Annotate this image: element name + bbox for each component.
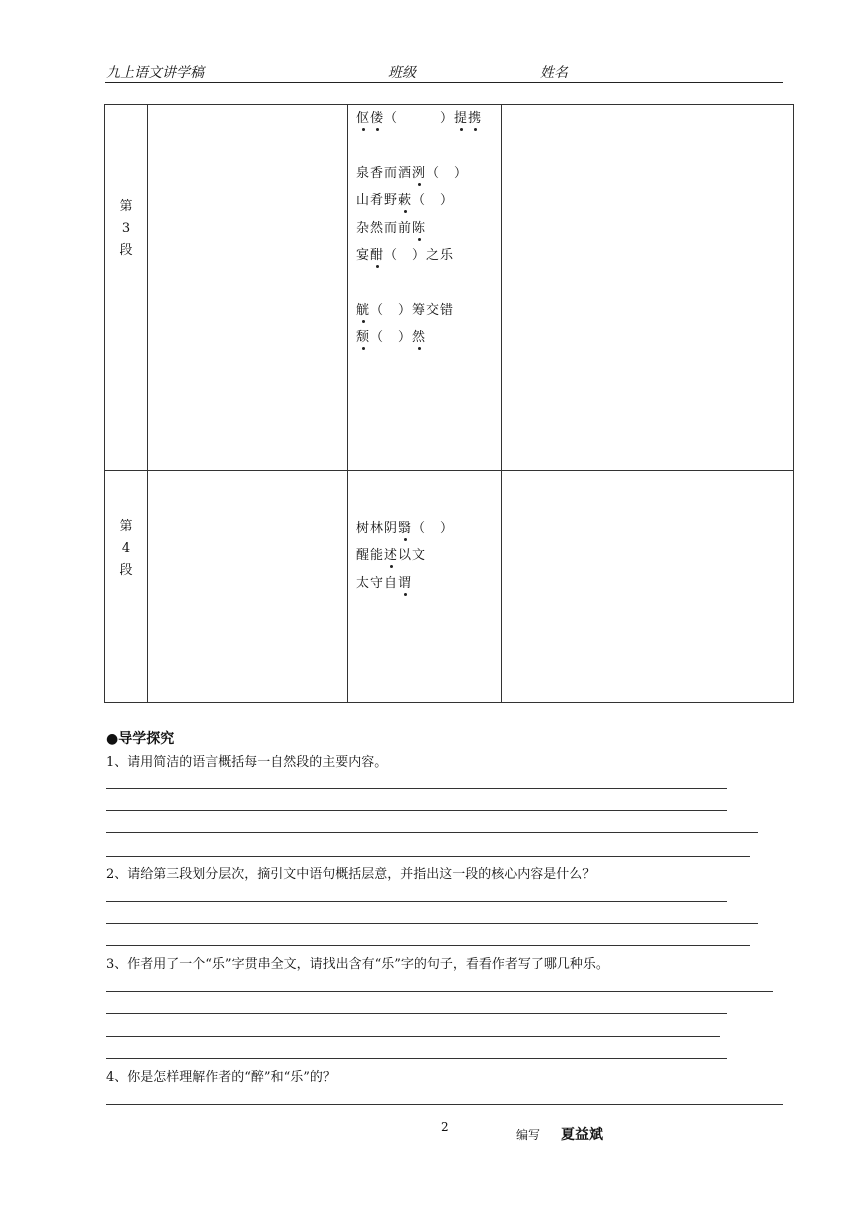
- vocab-text: （ ）: [384, 111, 455, 126]
- emphasized-char: 陈: [412, 217, 426, 236]
- answer-line[interactable]: [106, 1013, 727, 1014]
- segment-label-3: 第 3 段: [119, 199, 133, 258]
- question-4: 4、你是怎样理解作者的“醉”和“乐”的？: [106, 1070, 336, 1085]
- table-row-divider: [104, 470, 794, 471]
- header-title: 九上语文讲学稿: [106, 65, 204, 81]
- question-2: 2、请给第三段划分层次，摘引文中语句概括层意，并指出这一段的核心内容是什么？: [106, 867, 596, 882]
- vocab-text: （ ）: [412, 193, 455, 209]
- answer-line[interactable]: [106, 788, 727, 789]
- emphasized-char: 然: [412, 326, 426, 345]
- emphasized-char: 提: [454, 107, 468, 126]
- answer-line[interactable]: [106, 1104, 783, 1105]
- guide-section-title: ●导学探究: [106, 731, 175, 747]
- emphasized-char: 翳: [398, 517, 412, 536]
- segment-label-4: 第 4 段: [119, 519, 133, 578]
- table-col-divider-1: [147, 104, 148, 703]
- vocab-line: [356, 107, 482, 126]
- header-name-label: 姓名: [540, 65, 568, 81]
- emphasized-char: 颓: [356, 326, 370, 345]
- vocab-text: 山肴野: [356, 193, 399, 209]
- author-name: 夏益斌: [561, 1127, 603, 1143]
- vocab-line: [356, 217, 426, 236]
- vocab-text: 泉香而酒: [356, 165, 413, 181]
- emphasized-char: 觥: [356, 299, 370, 318]
- vocab-text: 醒能: [356, 548, 385, 564]
- vocab-line: [356, 162, 468, 181]
- vocab-text: （ ）: [370, 330, 413, 346]
- emphasized-char: 洌: [412, 162, 426, 181]
- vocab-text: 杂然而前: [356, 220, 413, 236]
- vocab-text: （ ）之乐: [384, 248, 455, 263]
- vocab-text: （ ）筹交错: [370, 302, 455, 318]
- vocab-text: 宴: [356, 248, 371, 263]
- answer-line[interactable]: [106, 923, 758, 924]
- emphasized-char: 谓: [398, 572, 412, 591]
- answer-line[interactable]: [106, 832, 758, 833]
- emphasized-char: 蔌: [398, 189, 412, 208]
- answer-line[interactable]: [106, 810, 727, 811]
- vocab-text: 太守自: [356, 575, 399, 591]
- answer-line[interactable]: [106, 1036, 720, 1037]
- header-class-label: 班级: [388, 65, 416, 81]
- emphasized-char: 述: [384, 544, 398, 563]
- vocab-text: （ ）: [426, 165, 469, 181]
- answer-line[interactable]: [106, 1058, 727, 1059]
- vocab-line: [356, 244, 454, 263]
- table-col-divider-3: [501, 104, 502, 703]
- vocab-line: [356, 299, 454, 318]
- page-number: 2: [441, 1120, 449, 1134]
- question-1: 1、请用简洁的语言概括每一自然段的主要内容。: [106, 755, 388, 770]
- vocab-line: [356, 544, 426, 563]
- vocab-line: [356, 572, 412, 591]
- answer-line[interactable]: [106, 945, 750, 946]
- vocab-line: [356, 517, 454, 536]
- emphasized-char: 酣: [370, 244, 384, 263]
- answer-line[interactable]: [106, 901, 727, 902]
- emphasized-char: 携: [468, 107, 482, 126]
- vocab-text: （ ）: [412, 521, 455, 536]
- vocab-line: [356, 189, 454, 208]
- answer-line[interactable]: [106, 991, 773, 992]
- table-col-divider-2: [347, 104, 348, 703]
- emphasized-char: 偻: [370, 107, 384, 126]
- question-3: 3、作者用了一个“乐”字贯串全文，请找出含有“乐”字的句子，看看作者写了哪几种乐。: [106, 957, 609, 972]
- answer-line[interactable]: [106, 856, 750, 857]
- emphasized-char: 伛: [356, 107, 370, 126]
- vocab-text: 以文: [398, 548, 427, 564]
- author-label: 编写: [516, 1128, 541, 1142]
- vocab-text: 树林阴: [356, 521, 399, 536]
- vocab-line: [356, 326, 426, 345]
- header-rule: [105, 82, 783, 83]
